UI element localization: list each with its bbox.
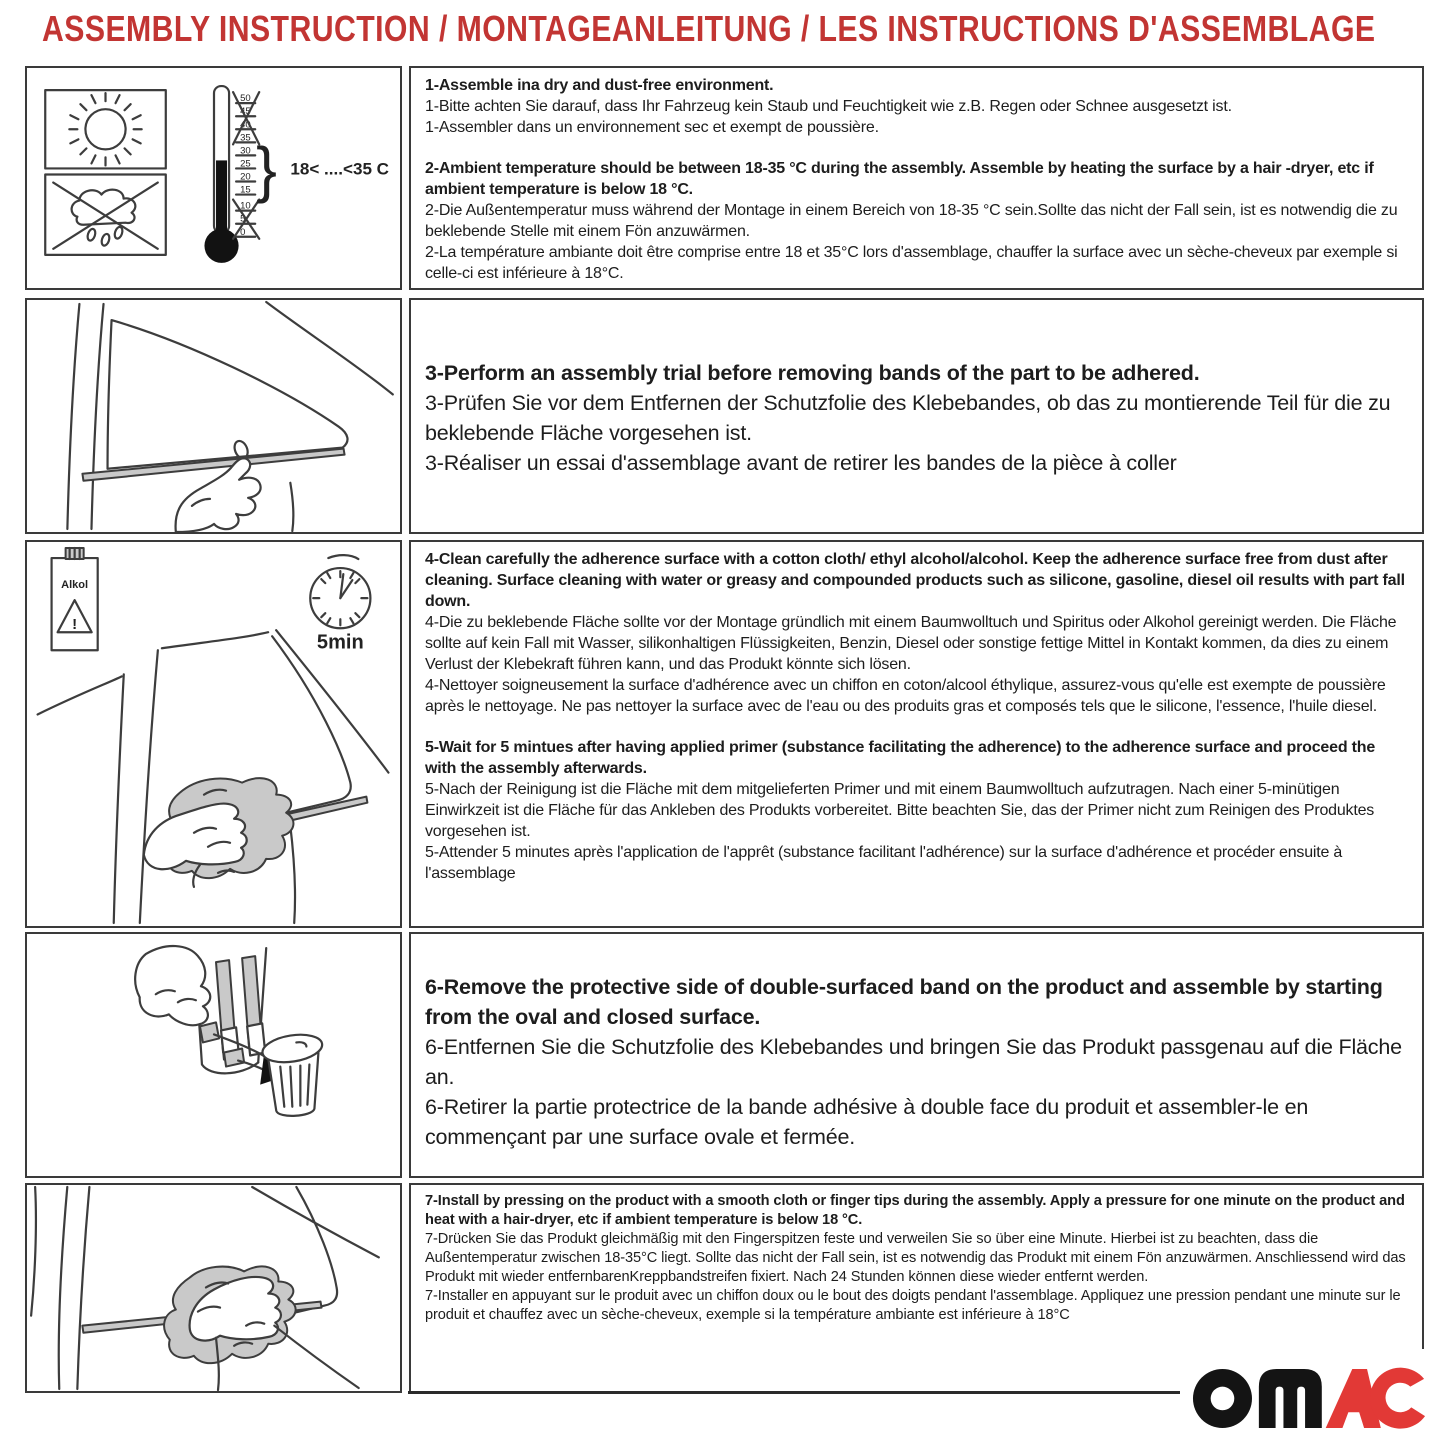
section-row-environment — [25, 66, 1424, 290]
peeled-tab — [224, 1048, 244, 1066]
step-3-de: 3-Prüfen Sie vor dem Entfernen der Schutzfolie des Klebebandes, ob das zu montierende Teil für die zu beklebende Fläche vorgesehen ist. — [425, 391, 1391, 445]
omac-logo-mark — [1192, 1363, 1428, 1432]
step-2-de: 2-Die Außentemperatur muss während der Montage in einem Bereich von 18-35 °C sein.Sollte das nicht der Fall sein, ist es notwendig die zu beklebende Stelle mit einem Fön anzuwärmen. — [425, 202, 1398, 240]
figure-box-trial — [25, 298, 402, 534]
svg-text:50: 50 — [240, 93, 251, 105]
step-1-fr: 1-Assembler dans un environnement sec et exempt de poussière. — [425, 119, 879, 136]
section-row-remove-band — [25, 932, 1424, 1178]
cleaning-illustration — [27, 542, 400, 926]
step-1-en: 1-Assemble ina dry and dust-free environment. — [425, 77, 774, 94]
peel-band-trash-illustration — [27, 934, 400, 1176]
omac-logo — [1180, 1349, 1445, 1445]
sun-icon — [69, 93, 141, 165]
page-title: ASSEMBLY INSTRUCTION / MONTAGEANLEITUNG / LES INSTRUCTIONS D'ASSEMBLAGE — [42, 8, 1376, 49]
warning-exclamation: ! — [72, 616, 78, 634]
trash-bin-icon — [261, 1031, 325, 1116]
alcohol-bottle-icon — [52, 548, 98, 650]
hand — [135, 946, 210, 1025]
peeled-tab — [200, 1022, 219, 1042]
range-brace: } — [256, 135, 277, 205]
step-3-fr: 3-Réaliser un essai d'assemblage avant de retirer les bandes de la pièce à coller — [425, 451, 1177, 475]
step-6-fr: 6-Retirer la partie protectrice de la bande adhésive à double face du produit et assembler-le en commençant par une surface ovale et fermée. — [425, 1095, 1309, 1149]
car-window-lines — [38, 630, 389, 923]
step-7-en: 7-Install by pressing on the product with a smooth cloth or finger tips during the assembly. Apply a pressure for one minute on the product and heat with a hair-dryer, etc if ambient temperature is below 18 °C. — [425, 1193, 1405, 1228]
svg-text:0: 0 — [240, 226, 246, 238]
svg-text:25: 25 — [240, 158, 251, 170]
svg-text:45: 45 — [240, 106, 251, 118]
step-7-de: 7-Drücken Sie das Produkt gleichmäßig mit den Fingerspitzen feste und verweilen Sie so über eine Minute. Hierbei ist zu beachten, dass die Außentemperatur zwischen 18-35°C liegt. Sollte das nicht der Fall sein, ist es notwendig das Produkt mit einem Fön anzuwärmen. Anschliessend wird das Produkt mit wieder entfernbarenKreppbandstreifen fixiert. Nach 24 Stunden können diese wieder entfernt werden. — [425, 1231, 1406, 1285]
step-5-de: 5-Nach der Reinigung ist die Fläche mit dem mitgelieferten Primer und mit einem Baumwolltuch aufzutragen. Nach einer 5-minütigen Einwirkzeit ist die Fläche für das Ankleben des Produkts vorbereitet. Bitte beachten Sie, das der Primer nicht zum Reinigen des Produktes vorgesehen ist. — [425, 781, 1375, 840]
step-6-en: 6-Remove the protective side of double-surfaced band on the product and assemble by starting from the oval and closed surface. — [425, 975, 1383, 1029]
step-7-fr: 7-Installer en appuyant sur le produit avec un chiffon doux ou le bout des doigts pendant l'assemblage. Appliquez une pression pendant une minute sur le produit et chauffez avec un sèche-cheveux, exemple si la température ambiante est inférieure à 18°C — [425, 1288, 1401, 1323]
section-row-trial — [25, 298, 1424, 534]
svg-text:40: 40 — [240, 119, 251, 131]
no-rain-icon — [53, 183, 157, 249]
instruction-text-3 — [409, 298, 1424, 534]
step-4-en: 4-Clean carefully the adherence surface with a cotton cloth/ ethyl alcohol/alcohol. Keep the adherence surface free from dust after cleaning. Surface cleaning with water or greasy and compounded products such as silicone, gasoline, diesel oil results with part fall down. — [425, 551, 1405, 610]
section-row-clean — [25, 540, 1424, 928]
step-2-en: 2-Ambient temperature should be between 18-35 °C during the assembly. Assemble by heating the surface by a hair -dryer, etc if ambient temperature is below 18 °C. — [425, 160, 1374, 198]
instruction-text-1-2 — [409, 66, 1424, 290]
svg-text:20: 20 — [240, 171, 251, 183]
step-4-de: 4-Die zu beklebende Fläche sollte vor der Montage gründlich mit einem Baumwolltuch und Spiritus oder Alkohol gereinigt werden. Die Fläche sollte auf kein Fall mit Wasser, silikonhaltigen Flüssigkeiten, Benzin, Diesel oder sonstige fettige Mittel in Kontakt kommen, da dies zu einem Verlust der Klebekraft führen kann, und das Produkt könnte sich lösen. — [425, 614, 1397, 673]
instruction-text-6 — [409, 932, 1424, 1178]
svg-text:5: 5 — [240, 213, 246, 225]
svg-text:30: 30 — [240, 145, 251, 157]
clock-icon — [310, 555, 370, 653]
step-2-fr: 2-La température ambiante doit être comprise entre 18 et 35°C lors d'assemblage, chauffer la surface avec un sèche-cheveux par exemple si celle-ci est inférieure à 18°C. — [425, 244, 1398, 282]
svg-text:15: 15 — [240, 184, 251, 196]
hand — [144, 804, 247, 870]
figure-box-environment — [25, 66, 402, 290]
clock-label: 5min — [316, 631, 364, 654]
step-4-fr: 4-Nettoyer soigneusement la surface d'adhérence avec un chiffon en coton/alcool éthylique, assurez-vous qu'elle est exempte de poussière après le nettoyage. Ne pas nettoyer la surface avec de l'eau ou des produits gras et composés tels que le silicone, l'essence, l'huile diesel. — [425, 677, 1386, 715]
sun-rain-thermometer-illustration — [27, 68, 400, 288]
step-6-de: 6-Entfernen Sie die Schutzfolie des Klebebandes und bringen Sie das Produkt passgenau auf die Fläche an. — [425, 1035, 1402, 1089]
bottle-label: Alkol — [61, 579, 89, 592]
figure-box-press — [25, 1183, 402, 1393]
hand-holding-trim-illustration — [27, 300, 400, 532]
step-3-en: 3-Perform an assembly trial before removing bands of the part to be adhered. — [425, 361, 1200, 385]
step-5-en: 5-Wait for 5 mintues after having applied primer (substance facilitating the adherence) to the adherence surface and proceed the with the assembly afterwards. — [425, 739, 1376, 777]
figure-box-remove-band — [25, 932, 402, 1178]
svg-text:35: 35 — [240, 132, 251, 144]
step-1-de: 1-Bitte achten Sie darauf, dass Ihr Fahrzeug kein Staub und Feuchtigkeit wie z.B. Regen oder Schnee ausgesetzt ist. — [425, 98, 1232, 115]
trim-strip — [82, 449, 344, 481]
svg-text:10: 10 — [240, 200, 251, 212]
press-with-cloth-illustration — [27, 1185, 400, 1391]
step-5-fr: 5-Attender 5 minutes après l'application de l'apprêt (substance facilitant l'adhérence) sur la surface d'adhérence et procéder ensuite à l'assemblage — [425, 844, 1343, 882]
instruction-text-4-5 — [409, 540, 1424, 928]
temperature-range-label: 18< ....<35 C — [290, 159, 390, 179]
figure-box-clean — [25, 540, 402, 928]
